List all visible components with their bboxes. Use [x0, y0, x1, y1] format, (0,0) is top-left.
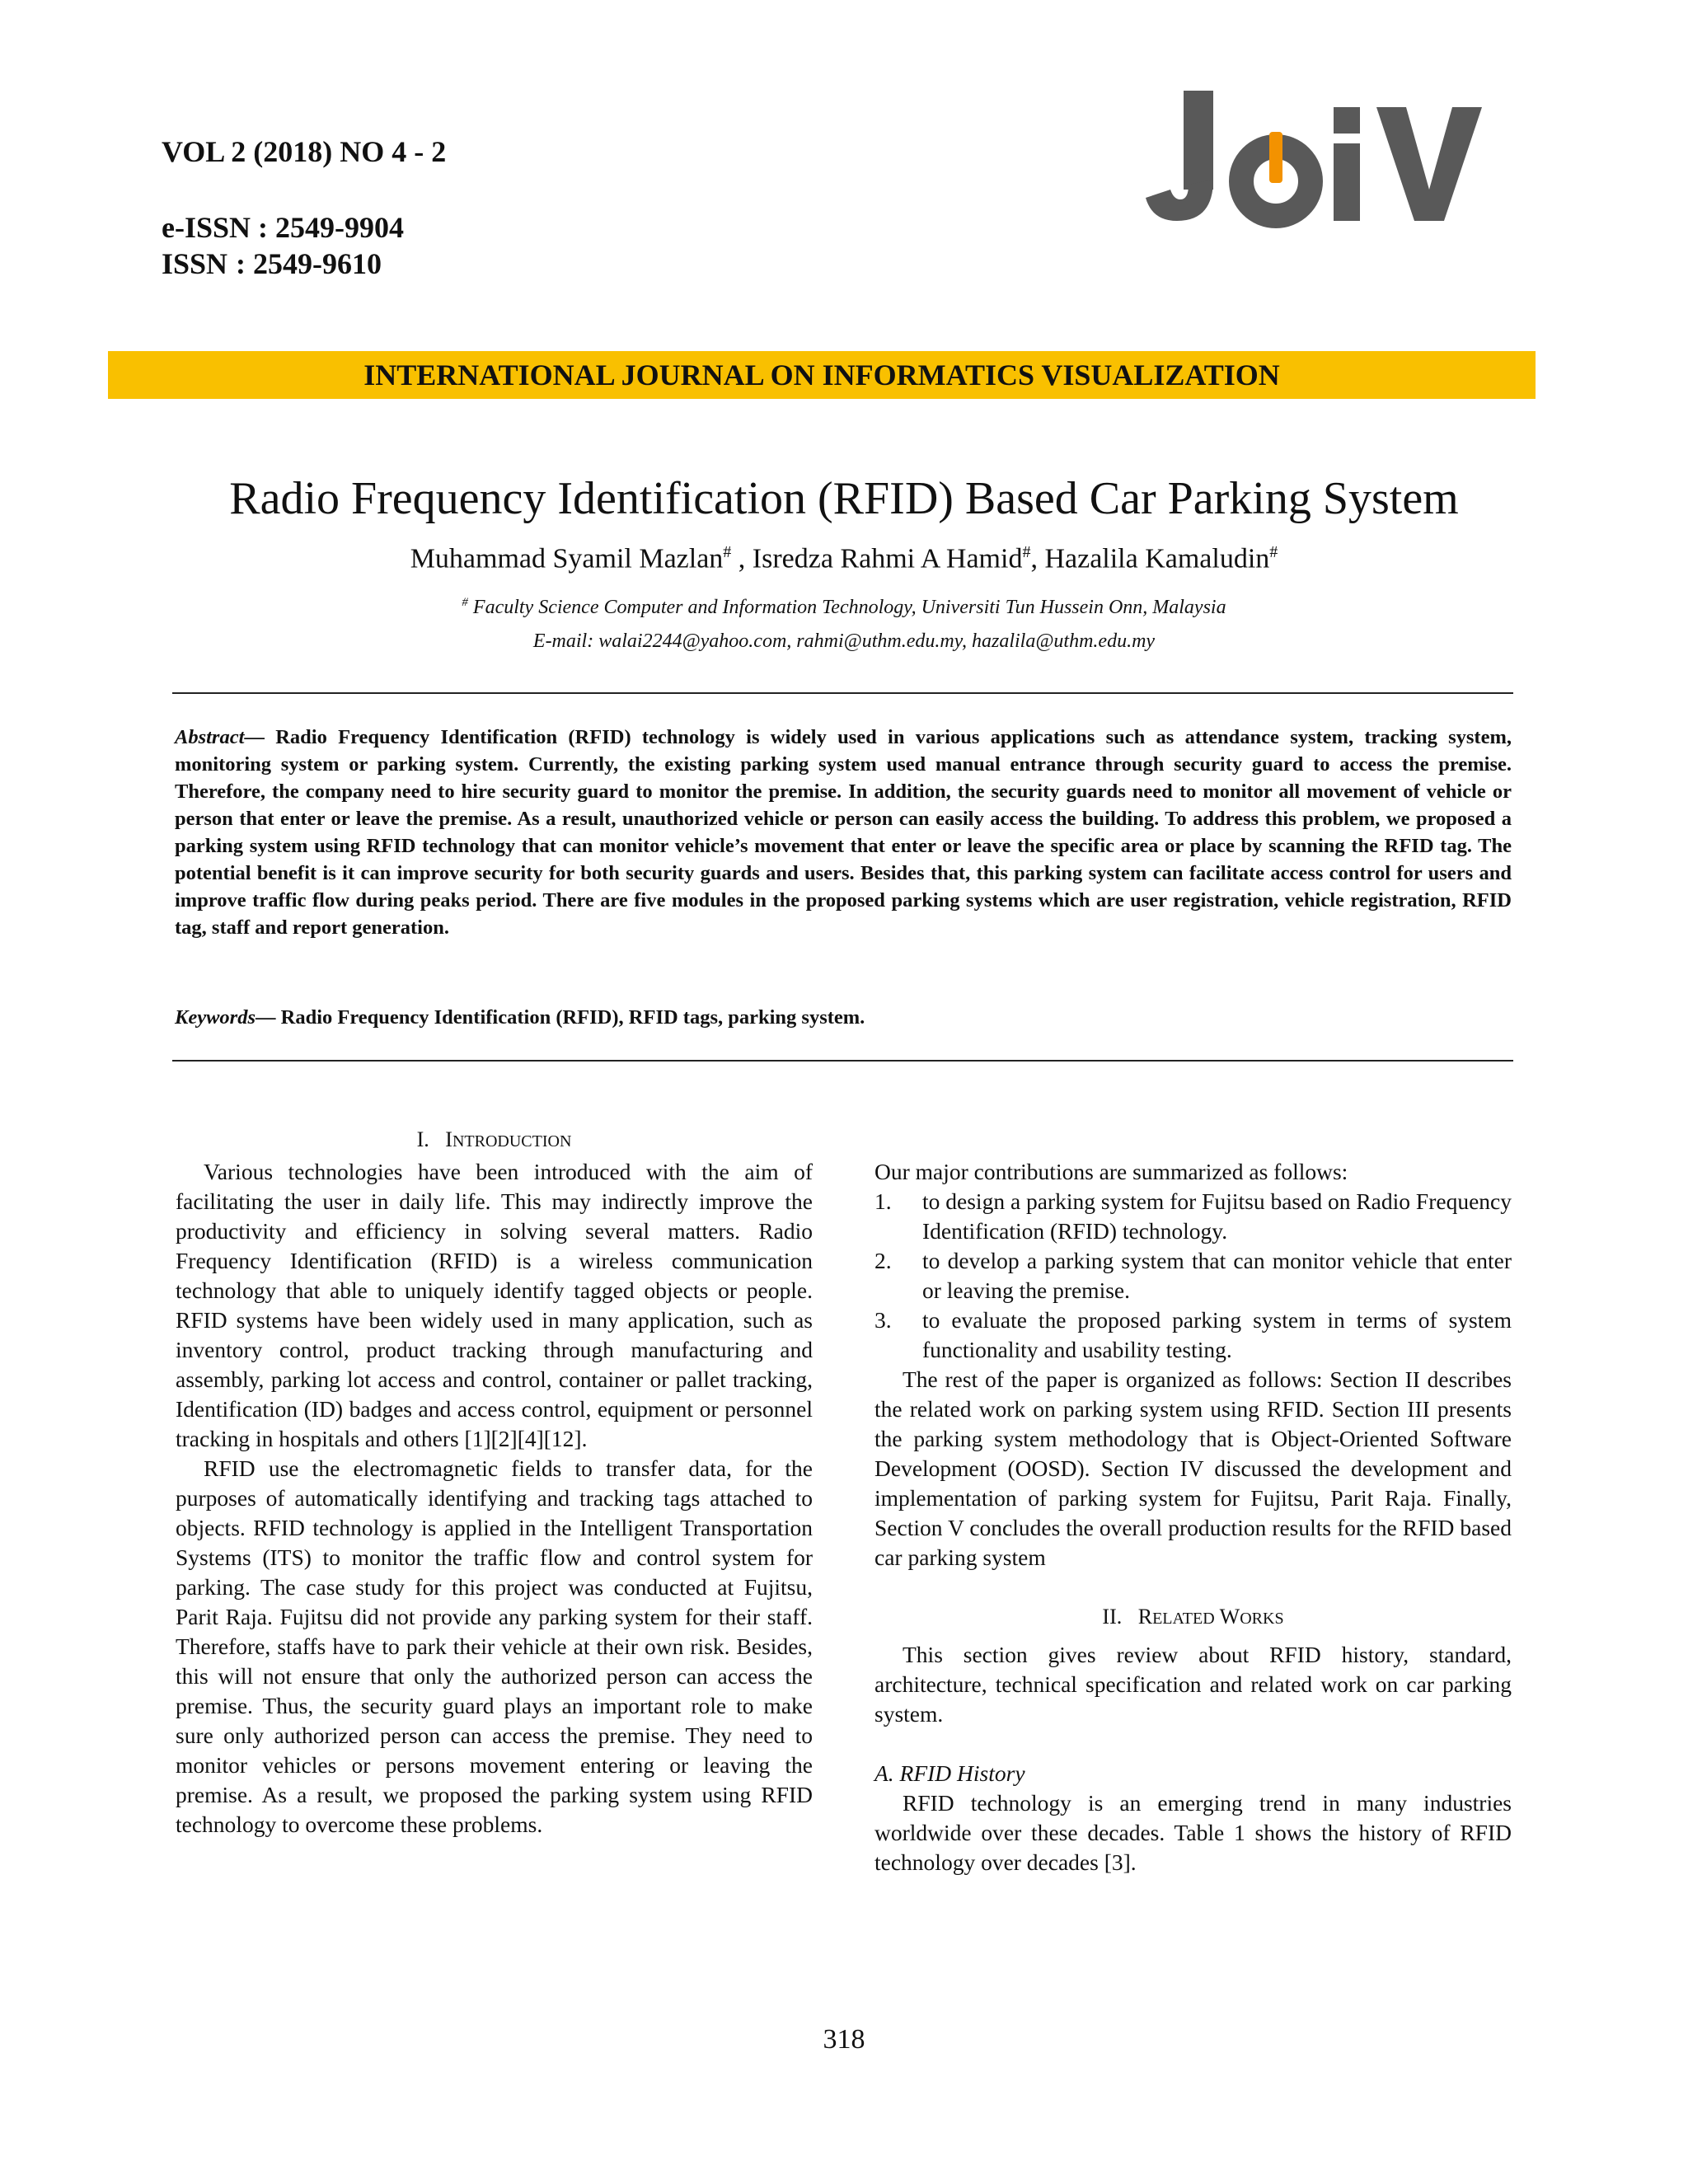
section-title-initial: R — [1137, 1605, 1153, 1629]
abstract-dash: — — [244, 726, 276, 748]
list-item-text: to design a parking system for Fujitsu based on Radio Frequency Identification (RFID) technology. — [922, 1188, 1512, 1244]
logo-j-hook — [1146, 180, 1213, 221]
author-name: Muhammad Syamil Mazlan — [410, 543, 724, 574]
eissn-line — [162, 213, 404, 242]
history-paragraph: RFID technology is an emerging trend in many industries worldwide over these decades. Table 1 shows the history of RFID technology over decades [3]. — [874, 1790, 1512, 1875]
abstract-label: Abstract — [175, 726, 245, 748]
logo-v — [1376, 107, 1482, 221]
affiliation-text: Faculty Science Computer and Information Technology, Universiti Tun Hussein Onn, Malaysia — [467, 597, 1226, 618]
list-item — [874, 1305, 1512, 1365]
logo-i-stem — [1334, 143, 1360, 221]
affiliation — [0, 595, 1688, 620]
list-item — [874, 1187, 1512, 1246]
keywords-dash: — — [256, 1006, 281, 1029]
spacer — [874, 1633, 1512, 1640]
author-name: Isredza Rahmi A Hamid — [752, 543, 1023, 574]
keywords-label: Keywords — [175, 1006, 256, 1029]
section-heading-related-works — [874, 1602, 1512, 1633]
eissn-label: e-ISSN — [162, 211, 251, 244]
keywords-text: Radio Frequency Identification (RFID), RFID tags, parking system. — [280, 1006, 865, 1029]
abstract-text: Radio Frequency Identification (RFID) technology is widely used in various applications such as attendance system, tracking system, monitoring system or parking system. Currently, the existing parking system used manual entrance through security guard to access the premise. Therefore, the company need to hire security guard to monitor the premise. In addition, the security guards need to monitor all movement of vehicle or person that enter or leave the premise. As a result, unauthorized vehicle or person can easily access the building. To address this problem, we proposed a parking system using RFID technology that can monitor vehicle’s movement that enter or leave the specific area or place by scanning the RFID tag. The potential benefit is it can improve security for both security guards and users. Besides that, this parking system can facilitate access control for users and improve traffic flow during peaks period. There are five modules in the proposed parking systems which are user registration, vehicle registration, RFID tag, staff and report generation. — [175, 726, 1512, 939]
spacer — [874, 1572, 1512, 1602]
list-item-number: 2. — [874, 1248, 892, 1273]
divider-top — [172, 692, 1513, 694]
keywords — [175, 1004, 1512, 1031]
logo-j-stem — [1184, 91, 1213, 190]
author-list — [0, 542, 1688, 576]
contributions-list — [874, 1187, 1512, 1365]
issn-value: : 2549-9610 — [236, 247, 382, 280]
section-title-rest: NTRODUCTION — [452, 1132, 572, 1151]
logo-power-bar — [1269, 132, 1282, 183]
section-number: I. — [416, 1127, 429, 1151]
journal-name: INTERNATIONAL JOURNAL ON INFORMATICS VISUALIZATION — [363, 359, 1280, 391]
divider-bottom — [172, 1060, 1513, 1062]
journal-logo — [1144, 82, 1490, 231]
intro-paragraph-1: Various technologies have been introduced with the aim of facilitating the user in daily life. This may indirectly improve the productivity and efficiency in solving several matters. Radio Frequency Identification (RFID) is a wireless communication technology that able to uniquely identify tagged objects or people. RFID systems have been widely used in many application, such as inventory control, product tracking through manufacturing and assembly, parking lot access and control, container or pallet tracking, Identification (ID) badges and access control, equipment or personnel tracking in hospitals and others [1][2][4][12]. — [176, 1159, 813, 1451]
logo-i-dot — [1334, 107, 1360, 134]
section-heading-introduction — [176, 1125, 813, 1156]
author-separator: , — [1030, 543, 1045, 574]
list-item-text: to evaluate the proposed parking system in terms of system functionality and usability testing. — [922, 1307, 1512, 1362]
organization-paragraph: The rest of the paper is organized as follows: Section II describes the related work on parking system using RFID. Section III presents the parking system methodology that is Object-Oriented Software Development (OOSD). Section IV discussed the development and implementation of parking system for Fujitsu, Parit Raja. Finally, Section V concludes the overall production results for the RFID based car parking system — [874, 1366, 1512, 1570]
section-title-initial: W — [1219, 1605, 1240, 1629]
left-column — [176, 1157, 813, 1840]
section-title-rest: ELATED — [1152, 1610, 1215, 1628]
section-title-initial: I — [445, 1127, 452, 1151]
abstract — [175, 724, 1512, 941]
related-intro-paragraph: This section gives review about RFID history, standard, architecture, technical specification and related work on car parking system. — [874, 1642, 1512, 1727]
author-mark: # — [723, 543, 732, 561]
eissn-value: : 2549-9904 — [258, 211, 405, 244]
affiliation-mark: # — [462, 596, 468, 609]
list-item-number: 1. — [874, 1188, 892, 1214]
intro-paragraph-2: RFID use the electromagnetic fields to transfer data, for the purposes of automatically identifying and tracking tags attached to objects. RFID technology is applied in the Intelligent Transportation Systems (ITS) to monitor the traffic flow and control system for parking. The case study for this project was conducted at Fujitsu, Parit Raja. Fujitsu did not provide any parking system for their staff. Therefore, staffs have to park their vehicle at their own risk. Besides, this will not ensure that only the authorized person can access the premise. Thus, the security guard plays an important role to make sure only authorized person can access the premise. They need to monitor vehicles or persons movement entering or leaving the premise. As a result, we proposed the parking system using RFID technology to overcome these problems. — [176, 1455, 813, 1837]
author-mark: # — [1022, 543, 1031, 561]
section-title-rest: ORKS — [1240, 1610, 1284, 1628]
author-mark: # — [1269, 543, 1278, 561]
subsection-heading-rfid-history: A. RFID History — [874, 1760, 1025, 1786]
issn-line — [162, 249, 382, 279]
list-item-text: to develop a parking system that can monitor vehicle that enter or leaving the premise. — [922, 1248, 1512, 1303]
issn-label: ISSN — [162, 247, 228, 280]
paper-title: Radio Frequency Identification (RFID) Based Car Parking System — [229, 473, 1459, 524]
page-number: 318 — [823, 2024, 865, 2055]
list-item-number: 3. — [874, 1307, 892, 1333]
author-separator: , — [731, 543, 753, 574]
right-column — [874, 1157, 1512, 1877]
journal-band — [108, 351, 1536, 399]
section-number: II. — [1102, 1605, 1123, 1629]
author-emails: E-mail: walai2244@yahoo.com, rahmi@uthm.edu.my, hazalila@uthm.edu.my — [532, 630, 1156, 652]
contributions-intro: Our major contributions are summarized as follows: — [874, 1159, 1348, 1184]
volume-label: VOL 2 (2018) NO 4 - 2 — [162, 135, 447, 168]
list-item — [874, 1246, 1512, 1305]
author-name: Hazalila Kamaludin — [1044, 543, 1270, 574]
